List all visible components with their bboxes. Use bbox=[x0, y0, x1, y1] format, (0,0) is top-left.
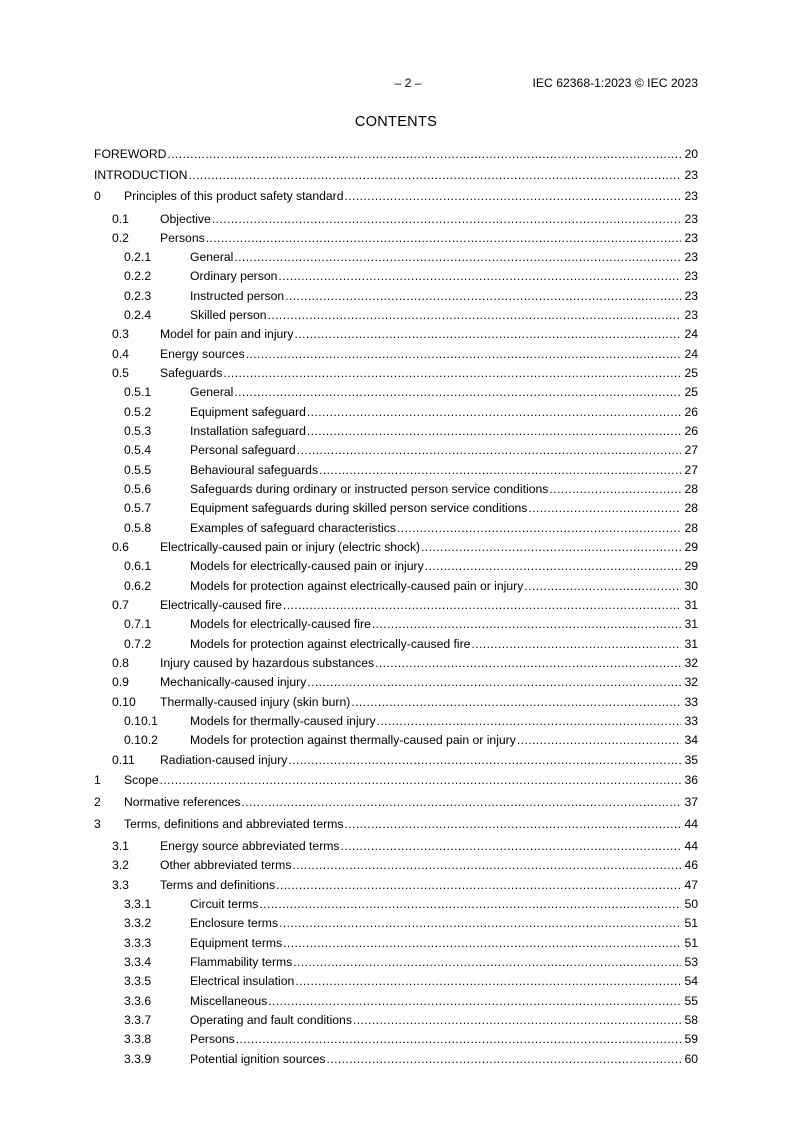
toc-entry-page: 23 bbox=[684, 168, 698, 182]
dot-leader bbox=[517, 732, 681, 748]
toc-entry-title: Thermally-caused injury (skin burn) bbox=[160, 695, 351, 709]
toc-entry[interactable] bbox=[94, 578, 698, 594]
toc-entry[interactable] bbox=[94, 772, 698, 788]
dot-leader bbox=[278, 268, 681, 284]
toc-entry[interactable] bbox=[94, 346, 698, 362]
toc-entry-page: 35 bbox=[684, 753, 698, 767]
dot-leader bbox=[188, 167, 681, 183]
toc-entry-page: 27 bbox=[684, 443, 698, 457]
dot-leader bbox=[307, 423, 681, 439]
toc-entry-title: Instructed person bbox=[190, 289, 285, 303]
toc-entry-page: 33 bbox=[684, 714, 698, 728]
toc-entry-title: Enclosure terms bbox=[190, 916, 279, 930]
toc-entry-title: General bbox=[190, 250, 234, 264]
toc-entry-page: 33 bbox=[684, 695, 698, 709]
toc-entry[interactable] bbox=[94, 462, 698, 478]
toc-entry-number: 0.5.7 bbox=[124, 501, 152, 515]
toc-entry-title: Installation safeguard bbox=[190, 424, 306, 438]
dot-leader bbox=[293, 954, 681, 970]
dot-leader bbox=[167, 146, 681, 162]
contents-heading: CONTENTS bbox=[354, 114, 438, 130]
toc-entry[interactable] bbox=[94, 558, 698, 574]
dot-leader bbox=[421, 539, 681, 555]
toc-entry-page: 30 bbox=[684, 579, 698, 593]
toc-entry-title: Terms, definitions and abbreviated terms bbox=[124, 817, 344, 831]
toc-entry-number: 0.5.6 bbox=[124, 482, 152, 496]
toc-entry[interactable] bbox=[94, 655, 698, 671]
dot-leader bbox=[160, 772, 681, 788]
toc-entry-title: Flammability terms bbox=[190, 955, 293, 969]
dot-leader bbox=[283, 935, 681, 951]
toc-entry-page: 60 bbox=[684, 1052, 698, 1066]
toc-entry[interactable] bbox=[94, 481, 698, 497]
toc-entry-number: 0.5.2 bbox=[124, 405, 152, 419]
dot-leader bbox=[375, 655, 681, 671]
toc-entry-number: 3.3.1 bbox=[124, 897, 152, 911]
toc-entry-number: 0.5.1 bbox=[124, 385, 152, 399]
dot-leader bbox=[471, 636, 681, 652]
toc-entry[interactable] bbox=[94, 167, 698, 183]
dot-leader bbox=[307, 404, 681, 420]
toc-entry-title: General bbox=[190, 385, 234, 399]
toc-entry-page: 23 bbox=[684, 289, 698, 303]
toc-entry[interactable] bbox=[94, 713, 698, 729]
toc-entry-number: 0.5.5 bbox=[124, 463, 152, 477]
toc-entry-number: 0.10.1 bbox=[124, 714, 158, 728]
toc-entry-title: Safeguards bbox=[160, 366, 223, 380]
toc-entry-page: 32 bbox=[684, 675, 698, 689]
toc-entry-number: 0.2.2 bbox=[124, 269, 152, 283]
toc-entry-title: Other abbreviated terms bbox=[160, 858, 292, 872]
toc-entry-title: Models for thermally-caused injury bbox=[190, 714, 376, 728]
toc-entry-page: 51 bbox=[684, 936, 698, 950]
toc-entry-page: 23 bbox=[684, 212, 698, 226]
toc-entry-title: Operating and fault conditions bbox=[190, 1013, 352, 1027]
toc-entry-number: 3.3.2 bbox=[124, 916, 152, 930]
toc-entry-number: 0.4 bbox=[112, 347, 129, 361]
toc-entry[interactable] bbox=[94, 188, 698, 204]
dot-leader bbox=[206, 230, 681, 246]
toc-entry[interactable] bbox=[94, 423, 698, 439]
toc-entry[interactable] bbox=[94, 752, 698, 768]
toc-entry-number: 0.6 bbox=[112, 540, 129, 554]
toc-entry-title: Mechanically-caused injury bbox=[160, 675, 307, 689]
toc-entry[interactable] bbox=[94, 249, 698, 265]
dot-leader bbox=[327, 1051, 682, 1067]
toc-entry-title: Behavioural safeguards bbox=[190, 463, 319, 477]
toc-entry-page: 58 bbox=[684, 1013, 698, 1027]
dot-leader bbox=[234, 249, 681, 265]
toc-entry-title: Electrically-caused fire bbox=[160, 598, 282, 612]
toc-entry-page: 53 bbox=[684, 955, 698, 969]
toc-entry-page: 50 bbox=[684, 897, 698, 911]
dot-leader bbox=[307, 674, 681, 690]
toc-entry-page: 32 bbox=[684, 656, 698, 670]
toc-entry-page: 59 bbox=[684, 1032, 698, 1046]
dot-leader bbox=[319, 462, 681, 478]
dot-leader bbox=[549, 481, 681, 497]
toc-entry[interactable] bbox=[94, 993, 698, 1009]
dot-leader bbox=[246, 346, 681, 362]
dot-leader bbox=[259, 896, 681, 912]
dot-leader bbox=[279, 915, 681, 931]
toc-entry-page: 31 bbox=[684, 598, 698, 612]
toc-entry-title: Equipment safeguard bbox=[190, 405, 306, 419]
toc-entry-title: Ordinary person bbox=[190, 269, 278, 283]
dot-leader bbox=[288, 752, 681, 768]
dot-leader bbox=[425, 558, 681, 574]
toc-entry-title: Skilled person bbox=[190, 308, 267, 322]
toc-entry[interactable] bbox=[94, 1031, 698, 1047]
toc-entry[interactable] bbox=[94, 877, 698, 893]
toc-entry-page: 23 bbox=[684, 189, 698, 203]
toc-entry[interactable] bbox=[94, 404, 698, 420]
toc-entry[interactable] bbox=[94, 326, 698, 342]
dot-leader bbox=[295, 973, 681, 989]
toc-entry[interactable] bbox=[94, 674, 698, 690]
toc-entry-page: 31 bbox=[684, 637, 698, 651]
dot-leader bbox=[377, 713, 681, 729]
toc-entry[interactable] bbox=[94, 857, 698, 873]
toc-entry-number: 0.3 bbox=[112, 327, 129, 341]
toc-entry-number: 3 bbox=[94, 817, 101, 831]
toc-entry-number: 1 bbox=[94, 773, 101, 787]
toc-entry-page: 28 bbox=[684, 501, 698, 515]
toc-entry-page: 37 bbox=[684, 795, 698, 809]
toc-entry-page: 27 bbox=[684, 463, 698, 477]
toc-entry[interactable] bbox=[94, 365, 698, 381]
toc-entry-title: Scope bbox=[124, 773, 159, 787]
toc-entry-number: 0.5 bbox=[112, 366, 129, 380]
toc-entry-title: Models for electrically-caused pain or injury bbox=[190, 559, 424, 573]
toc-entry-title: Potential ignition sources bbox=[190, 1052, 326, 1066]
toc-entry-title: Equipment terms bbox=[190, 936, 283, 950]
toc-entry-title: Models for protection against electrically-caused pain or injury bbox=[190, 579, 524, 593]
dot-leader bbox=[528, 500, 681, 516]
dot-leader bbox=[234, 384, 681, 400]
toc-entry-page: 51 bbox=[684, 916, 698, 930]
dot-leader bbox=[276, 877, 681, 893]
page-number: – 2 – bbox=[394, 76, 422, 90]
toc-entry-page: 36 bbox=[684, 773, 698, 787]
toc-entry-title: Models for protection against thermally-caused pain or injury bbox=[190, 733, 516, 747]
toc-entry-page: 44 bbox=[684, 817, 698, 831]
toc-entry-number: 0.7.2 bbox=[124, 637, 152, 651]
toc-entry-number: 0.9 bbox=[112, 675, 129, 689]
toc-entry-title: Examples of safeguard characteristics bbox=[190, 521, 396, 535]
toc-entry-number: 0.2.4 bbox=[124, 308, 152, 322]
toc-entry[interactable] bbox=[94, 816, 698, 832]
toc-entry-number: 3.3.5 bbox=[124, 974, 152, 988]
page-header bbox=[94, 76, 698, 92]
toc-entry[interactable] bbox=[94, 896, 698, 912]
toc-entry-number: 0.10 bbox=[112, 695, 136, 709]
toc-entry[interactable] bbox=[94, 442, 698, 458]
toc-entry[interactable] bbox=[94, 384, 698, 400]
toc-entry-number: 0.2.1 bbox=[124, 250, 152, 264]
dot-leader bbox=[297, 442, 681, 458]
toc-entry-page: 26 bbox=[684, 405, 698, 419]
toc-entry-page: 34 bbox=[684, 733, 698, 747]
toc-entry-title: INTRODUCTION bbox=[94, 168, 188, 182]
toc-entry-title: Electrically-caused pain or injury (electric shock) bbox=[160, 540, 421, 554]
toc-entry-number: 0 bbox=[94, 189, 101, 203]
toc-entry[interactable] bbox=[94, 268, 698, 284]
toc-entry-page: 20 bbox=[684, 147, 698, 161]
toc-entry-page: 47 bbox=[684, 878, 698, 892]
toc-entry-title: Energy source abbreviated terms bbox=[160, 839, 340, 853]
toc-entry-number: 0.6.1 bbox=[124, 559, 152, 573]
dot-leader bbox=[351, 694, 681, 710]
toc-entry-page: 25 bbox=[684, 385, 698, 399]
toc-entry-title: Models for electrically-caused fire bbox=[190, 617, 371, 631]
dot-leader bbox=[345, 188, 682, 204]
toc-entry-title: Energy sources bbox=[160, 347, 245, 361]
toc-entry-number: 0.10.2 bbox=[124, 733, 158, 747]
toc-entry-title: Models for protection against electrically-caused fire bbox=[190, 637, 471, 651]
toc-entry[interactable] bbox=[94, 146, 698, 162]
toc-entry-title: Personal safeguard bbox=[190, 443, 296, 457]
toc-entry-number: 0.1 bbox=[112, 212, 129, 226]
dot-leader bbox=[294, 326, 681, 342]
toc-entry-number: 2 bbox=[94, 795, 101, 809]
toc-entry[interactable] bbox=[94, 915, 698, 931]
toc-entry-number: 0.6.2 bbox=[124, 579, 152, 593]
toc-entry-title: Persons bbox=[190, 1032, 235, 1046]
toc-entry-number: 0.7 bbox=[112, 598, 129, 612]
toc-entry-page: 23 bbox=[684, 250, 698, 264]
toc-entry-page: 23 bbox=[684, 231, 698, 245]
toc-entry-number: 0.7.1 bbox=[124, 617, 152, 631]
toc-entry-number: 3.3.7 bbox=[124, 1013, 152, 1027]
toc-entry-page: 29 bbox=[684, 540, 698, 554]
dot-leader bbox=[242, 794, 681, 810]
toc-entry[interactable] bbox=[94, 954, 698, 970]
toc-entry[interactable] bbox=[94, 616, 698, 632]
toc-entry-number: 3.3.3 bbox=[124, 936, 152, 950]
toc-entry[interactable] bbox=[94, 307, 698, 323]
toc-entry-page: 31 bbox=[684, 617, 698, 631]
toc-entry[interactable] bbox=[94, 694, 698, 710]
toc-entry-title: Principles of this product safety standard bbox=[124, 189, 344, 203]
toc-entry-page: 29 bbox=[684, 559, 698, 573]
toc-entry-title: Injury caused by hazardous substances bbox=[160, 656, 375, 670]
toc-entry[interactable] bbox=[94, 597, 698, 613]
toc-entry-page: 24 bbox=[684, 327, 698, 341]
toc-entry-page: 46 bbox=[684, 858, 698, 872]
toc-entry-title: Radiation-caused injury bbox=[160, 753, 288, 767]
toc-entry-title: Circuit terms bbox=[190, 897, 259, 911]
dot-leader bbox=[223, 365, 681, 381]
toc-entry[interactable] bbox=[94, 973, 698, 989]
toc-entry-page: 26 bbox=[684, 424, 698, 438]
toc-entry-number: 0.8 bbox=[112, 656, 129, 670]
dot-leader bbox=[341, 838, 681, 854]
dot-leader bbox=[236, 1031, 681, 1047]
toc-entry[interactable] bbox=[94, 794, 698, 810]
toc-entry[interactable] bbox=[94, 230, 698, 246]
toc-entry-title: Safeguards during ordinary or instructed person service conditions bbox=[190, 482, 549, 496]
toc-entry-number: 0.5.3 bbox=[124, 424, 152, 438]
toc-entry-number: 0.11 bbox=[112, 753, 135, 767]
toc-entry-number: 3.3.9 bbox=[124, 1052, 152, 1066]
toc-entry-number: 0.2.3 bbox=[124, 289, 152, 303]
toc-entry[interactable] bbox=[94, 1051, 698, 1067]
toc-entry-title: Equipment safeguards during skilled person service conditions bbox=[190, 501, 528, 515]
toc-entry[interactable] bbox=[94, 935, 698, 951]
toc-entry-title: FOREWORD bbox=[94, 147, 167, 161]
dot-leader bbox=[524, 578, 681, 594]
toc-entry-number: 0.2 bbox=[112, 231, 129, 245]
toc-entry-number: 3.3.8 bbox=[124, 1032, 152, 1046]
toc-entry-title: Miscellaneous bbox=[190, 994, 268, 1008]
toc-entry[interactable] bbox=[94, 211, 698, 227]
toc-entry[interactable] bbox=[94, 500, 698, 516]
toc-entry[interactable] bbox=[94, 1012, 698, 1028]
dot-leader bbox=[268, 993, 681, 1009]
toc-entry-title: Model for pain and injury bbox=[160, 327, 294, 341]
dot-leader bbox=[268, 307, 681, 323]
toc-entry[interactable] bbox=[94, 539, 698, 555]
toc-entry-page: 23 bbox=[684, 308, 698, 322]
dot-leader bbox=[344, 816, 681, 832]
toc-entry-page: 28 bbox=[684, 521, 698, 535]
toc-entry-title: Electrical insulation bbox=[190, 974, 295, 988]
toc-entry-number: 0.5.8 bbox=[124, 521, 152, 535]
toc-entry-page: 28 bbox=[684, 482, 698, 496]
toc-entry[interactable] bbox=[94, 732, 698, 748]
toc-entry[interactable] bbox=[94, 636, 698, 652]
toc-entry-page: 23 bbox=[684, 269, 698, 283]
toc-entry[interactable] bbox=[94, 520, 698, 536]
toc-entry-page: 44 bbox=[684, 839, 698, 853]
toc-entry[interactable] bbox=[94, 288, 698, 304]
dot-leader bbox=[283, 597, 681, 613]
toc-entry-page: 54 bbox=[684, 974, 698, 988]
toc-entry-number: 3.3.6 bbox=[124, 994, 152, 1008]
dot-leader bbox=[397, 520, 681, 536]
document-reference: IEC 62368-1:2023 © IEC 2023 bbox=[532, 76, 698, 90]
toc-entry-number: 3.3.4 bbox=[124, 955, 152, 969]
toc-entry-number: 0.5.4 bbox=[124, 443, 152, 457]
toc-entry-title: Persons bbox=[160, 231, 205, 245]
toc-entry-title: Objective bbox=[160, 212, 211, 226]
toc-entry-page: 24 bbox=[684, 347, 698, 361]
toc-entry-title: Normative references bbox=[124, 795, 241, 809]
dot-leader bbox=[353, 1012, 681, 1028]
toc-entry-number: 3.3 bbox=[112, 878, 129, 892]
dot-leader bbox=[285, 288, 681, 304]
toc-entry[interactable] bbox=[94, 838, 698, 854]
toc-entry-number: 3.1 bbox=[112, 839, 129, 853]
toc-entry-page: 25 bbox=[684, 366, 698, 380]
toc-entry-number: 3.2 bbox=[112, 858, 129, 872]
toc-entry-page: 55 bbox=[684, 994, 698, 1008]
toc-entry-title: Terms and definitions bbox=[160, 878, 276, 892]
dot-leader bbox=[372, 616, 681, 632]
dot-leader bbox=[292, 857, 681, 873]
dot-leader bbox=[212, 211, 681, 227]
